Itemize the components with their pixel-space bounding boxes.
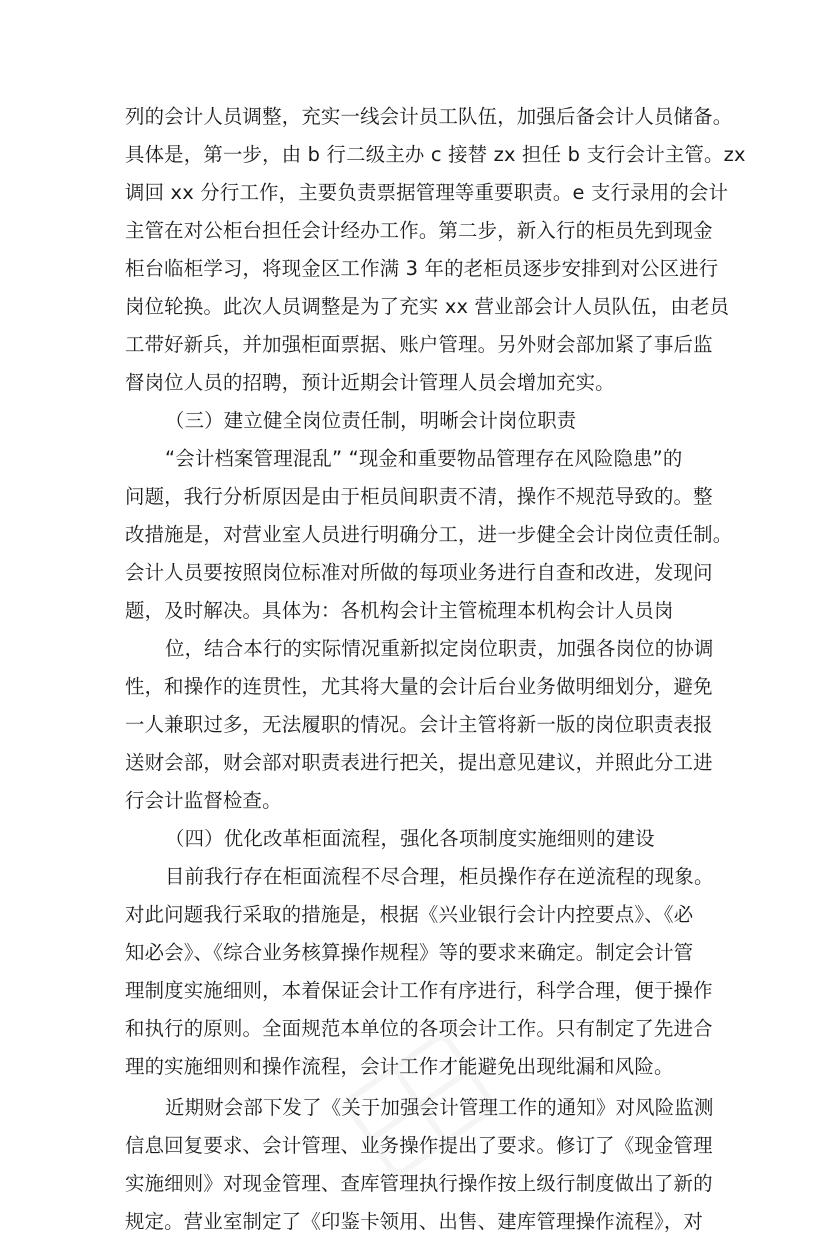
paragraph-line: 目前我行存在柜面流程不尽合理，柜员操作存在逆流程的现象。 [165, 865, 714, 888]
paragraph-line: 问题，我行分析原因是由于柜员间职责不清，操作不规范导致的。整 [125, 485, 713, 508]
paragraph-line: 送财会部，财会部对职责表进行把关，提出意见建议，并照此分工进 [125, 751, 713, 774]
section-heading-3: （三）建立健全岗位责任制，明晰会计岗位职责 [165, 409, 577, 432]
paragraph-line: 信息回复要求、会计管理、业务操作提出了要求。修订了《现金管理 [125, 1134, 713, 1157]
paragraph-line: 工带好新兵，并加强柜面票据、账户管理。另外财会部加紧了事后监 [125, 333, 713, 356]
paragraph-line: 知必会》、《综合业务核算操作规程》等的要求来确定。制定会计管 [125, 941, 694, 964]
document-body [125, 98, 746, 1241]
paragraph-line: 具体是，第一步，由 b 行二级主办 c 接替 zx 担任 b 支行会计主管。zx [125, 143, 746, 166]
paragraph-line: “会计档案管理混乱” “现金和重要物品管理存在风险隐患”的 [165, 447, 683, 470]
paragraph-line: 会计人员要按照岗位标准对所做的每项业务进行自查和改进，发现问 [125, 561, 713, 584]
paragraph-line: 实施细则》对现金管理、查库管理执行操作按上级行制度做出了新的 [125, 1172, 713, 1195]
paragraph-line: 改措施是，对营业室人员进行明确分工，进一步健全会计岗位责任制。 [125, 523, 733, 546]
paragraph-line: 近期财会部下发了《关于加强会计管理工作的通知》对风险监测 [165, 1096, 714, 1119]
section-heading-4: （四）优化改革柜面流程，强化各项制度实施细则的建设 [165, 827, 655, 850]
paragraph-line: 对此问题我行采取的措施是，根据《兴业银行会计内控要点》、《必 [125, 903, 694, 926]
paragraph-line: 列的会计人员调整，充实一线会计员工队伍，加强后备会计人员储备。 [125, 105, 733, 128]
paragraph-line: 题，及时解决。具体为：各机构会计主管梳理本机构会计人员岗 [125, 599, 674, 622]
paragraph-line: 调回 xx 分行工作，主要负责票据管理等重要职责。e 支行录用的会计 [125, 181, 729, 204]
paragraph-line: 行会计监督检查。 [125, 789, 282, 812]
paragraph-line: 和执行的原则。全面规范本单位的各项会计工作。只有制定了先进合 [125, 1017, 713, 1040]
paragraph-line: 规定。营业室制定了《印鉴卡领用、出售、建库管理操作流程》，对 [125, 1210, 704, 1233]
paragraph-line: 主管在对公柜台担任会计经办工作。第二步，新入行的柜员先到现金 [125, 219, 713, 242]
paragraph-line: 理的实施细则和操作流程，会计工作才能避免出现纰漏和风险。 [125, 1055, 674, 1078]
paragraph-line: 岗位轮换。此次人员调整是为了充实 xx 营业部会计人员队伍，由老员 [125, 295, 730, 318]
paragraph-line: 一人兼职过多，无法履职的情况。会计主管将新一版的岗位职责表报 [125, 713, 713, 736]
paragraph-line: 位，结合本行的实际情况重新拟定岗位职责，加强各岗位的协调 [165, 637, 714, 660]
paragraph-line: 督岗位人员的招聘，预计近期会计管理人员会增加充实。 [125, 371, 615, 394]
paragraph-line: 性，和操作的连贯性，尤其将大量的会计后台业务做明细划分，避免 [125, 675, 713, 698]
paragraph-line: 柜台临柜学习，将现金区工作满 3 年的老柜员逐步安排到对公区进行 [125, 257, 719, 280]
paragraph-line: 理制度实施细则，本着保证会计工作有序进行，科学合理，便于操作 [125, 979, 713, 1002]
